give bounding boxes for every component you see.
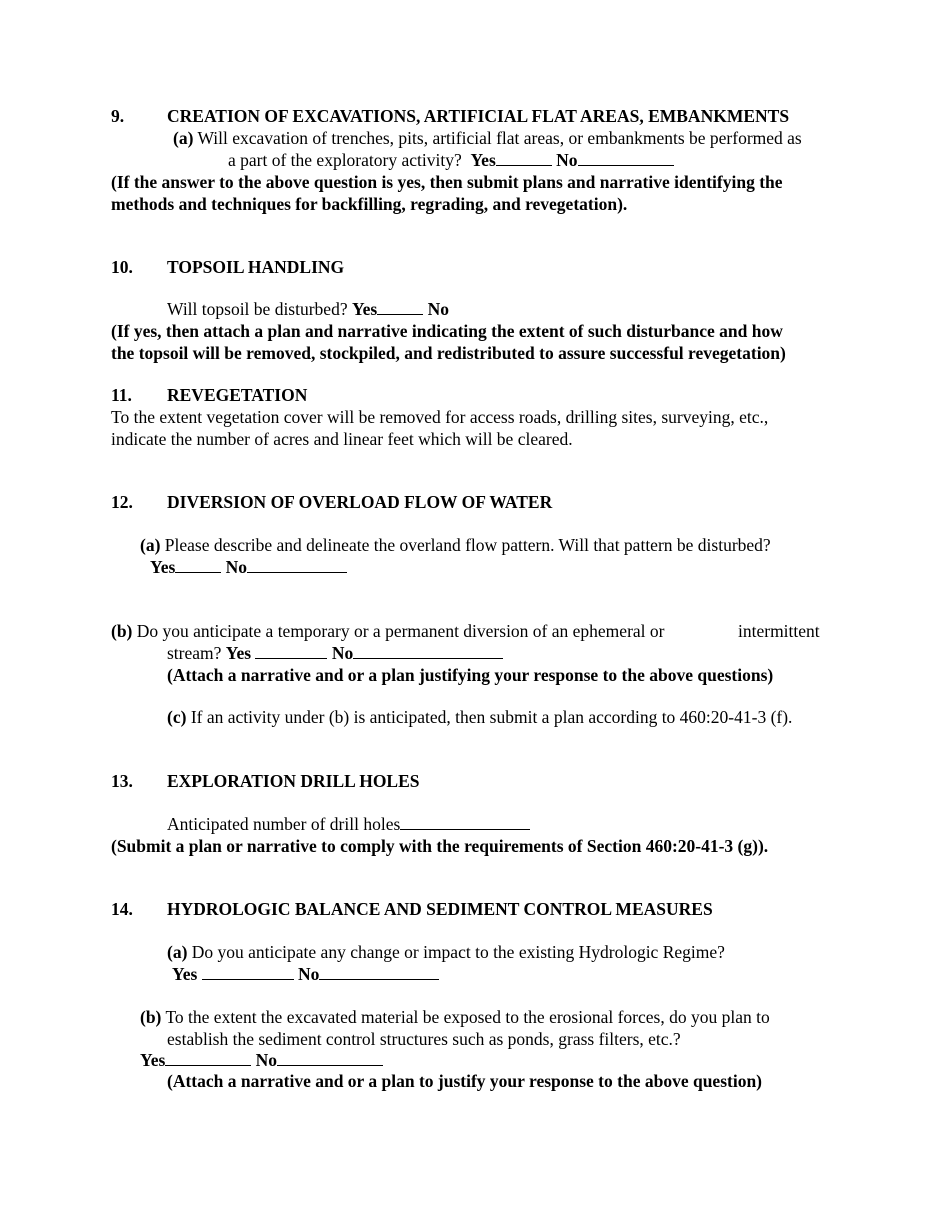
section-12a-label: (a) — [140, 535, 161, 555]
section-14b-question-line2: establish the sediment control structures such as ponds, grass filters, etc.? — [167, 1029, 681, 1049]
section-12a-text: Please describe and delineate the overland flow pattern. Will that pattern be disturbed? — [164, 535, 771, 555]
section-12c-label: (c) — [167, 707, 187, 727]
section-9a-question-line2 — [228, 149, 674, 171]
section-9a-label: (a) — [173, 128, 194, 148]
section-13-question — [167, 813, 530, 835]
section-14b-question-line1 — [140, 1006, 770, 1028]
section-9-note-line1: (If the answer to the above question is yes, then submit plans and narrative identifying the — [111, 172, 783, 192]
section-10-yes-field[interactable] — [377, 299, 423, 315]
section-9a-text1: Will excavation of trenches, pits, artificial flat areas, or embankments be performed as — [197, 128, 802, 148]
section-14b-yes-field[interactable] — [165, 1050, 251, 1066]
section-14b-text1: To the extent the excavated material be exposed to the erosional forces, do you plan to — [165, 1007, 770, 1027]
section-12b-note: (Attach a narrative and or a plan justifying your response to the above questions) — [167, 665, 774, 685]
section-14-number: 14. — [111, 899, 133, 919]
section-12b-text1-end: intermittent — [738, 621, 820, 641]
section-12a-no-label: No — [225, 557, 248, 577]
section-14a-label: (a) — [167, 942, 188, 962]
section-12-number: 12. — [111, 492, 133, 512]
section-9a-yes-field[interactable] — [496, 150, 552, 166]
section-9-number: 9. — [111, 106, 125, 126]
section-14a-yes-label: Yes — [172, 964, 198, 984]
section-12b-no-label: No — [331, 643, 354, 663]
section-10-no-label: No — [427, 299, 450, 319]
section-9a-no-field[interactable] — [578, 150, 674, 166]
section-12a-no-field[interactable] — [247, 557, 347, 573]
section-14b-no-label: No — [255, 1050, 278, 1070]
section-13-note: (Submit a plan or narrative to comply with the requirements of Section 460:20-41-3 (g)). — [111, 836, 769, 856]
section-14b-answer — [140, 1049, 383, 1071]
section-14-title: HYDROLOGIC BALANCE AND SEDIMENT CONTROL MEASURES — [167, 899, 713, 919]
section-12a-yes-label: Yes — [150, 557, 176, 577]
section-12c-text — [167, 706, 792, 728]
section-10-note-line1: (If yes, then attach a plan and narrative indicating the extent of such disturbance and how — [111, 321, 783, 341]
section-14a-yes-field[interactable] — [202, 964, 294, 980]
section-13-title: EXPLORATION DRILL HOLES — [167, 771, 420, 791]
section-11-number: 11. — [111, 385, 132, 405]
section-11-title: REVEGETATION — [167, 385, 308, 405]
section-13-drill-holes-field[interactable] — [400, 814, 530, 830]
section-13-number: 13. — [111, 771, 133, 791]
section-9-note-line2: methods and techniques for backfilling, regrading, and revegetation). — [111, 194, 628, 214]
section-10-note-line2: the topsoil will be removed, stockpiled, and redistributed to assure successful revegetation) — [111, 343, 786, 363]
section-9a-yes-label: Yes — [470, 150, 496, 170]
section-12b-label: (b) — [111, 621, 133, 641]
section-12b-question-line1 — [111, 620, 664, 642]
section-12c-body: If an activity under (b) is anticipated, then submit a plan according to 460:20-41-3 (f). — [190, 707, 793, 727]
section-12a-yes-field[interactable] — [175, 557, 221, 573]
section-9a-no-label: No — [556, 150, 578, 170]
section-10-number: 10. — [111, 257, 133, 277]
section-9-heading — [111, 105, 789, 127]
section-10-title: TOPSOIL HANDLING — [167, 257, 345, 277]
section-13-heading — [111, 770, 420, 792]
section-14b-yes-label: Yes — [140, 1050, 166, 1070]
section-14b-no-field[interactable] — [277, 1050, 383, 1066]
section-12b-yes-field[interactable] — [255, 643, 327, 659]
section-12-heading — [111, 491, 552, 513]
section-14a-text: Do you anticipate any change or impact to the existing Hydrologic Regime? — [191, 942, 725, 962]
section-11-text-line1: To the extent vegetation cover will be removed for access roads, drilling sites, surveying, etc., — [111, 407, 769, 427]
section-9-title: CREATION OF EXCAVATIONS, ARTIFICIAL FLAT AREAS, EMBANKMENTS — [167, 106, 790, 126]
section-14a-question — [167, 941, 725, 963]
section-12a-answer — [150, 556, 347, 578]
section-10-heading — [111, 256, 344, 278]
section-13-question-text: Anticipated number of drill holes — [167, 814, 401, 834]
section-11-text-line2: indicate the number of acres and linear feet which will be cleared. — [111, 429, 573, 449]
section-12b-text2: stream? — [167, 643, 222, 663]
section-10-question — [167, 298, 449, 320]
section-12b-question-line2 — [167, 642, 503, 664]
section-9a-text2: a part of the exploratory activity? — [228, 150, 462, 170]
section-14b-note: (Attach a narrative and or a plan to justify your response to the above question) — [167, 1071, 763, 1091]
section-11-heading — [111, 384, 307, 406]
section-12b-yes-label: Yes — [225, 643, 252, 663]
section-10-question-text: Will topsoil be disturbed? — [167, 299, 348, 319]
section-12b-no-field[interactable] — [353, 643, 503, 659]
section-12-title: DIVERSION OF OVERLOAD FLOW OF WATER — [167, 492, 553, 512]
section-14a-answer — [172, 963, 439, 985]
section-10-yes-label: Yes — [351, 299, 378, 319]
section-14a-no-label: No — [298, 964, 320, 984]
section-9a-question-line1 — [173, 127, 802, 149]
section-14b-label: (b) — [140, 1007, 162, 1027]
section-12a-question — [140, 534, 771, 556]
section-14a-no-field[interactable] — [319, 964, 439, 980]
section-12b-text1: Do you anticipate a temporary or a permanent diversion of an ephemeral or — [136, 621, 665, 641]
section-14-heading — [111, 898, 713, 920]
